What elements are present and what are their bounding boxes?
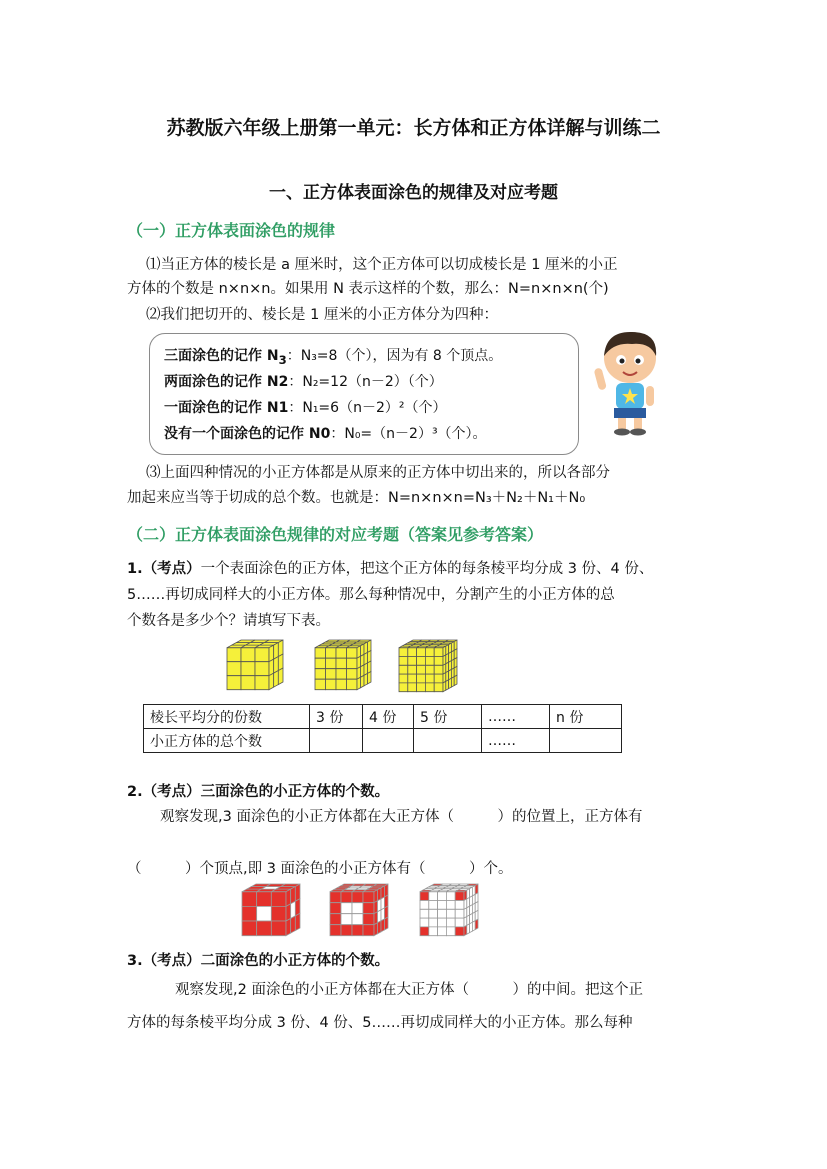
table-cell: …… <box>482 729 550 753</box>
question-1-line-1: 1.（考点）一个表面涂色的正方体，把这个正方体的每条棱平均分成 3 份、4 份、 <box>127 561 654 577</box>
table-cell[interactable] <box>310 729 363 753</box>
answer-table <box>143 704 622 753</box>
yellow-cubes-illustration <box>225 638 460 696</box>
bubble-line-1: 三面涂色的记作 $N_3$：N₃=8（个），因为有 8 个顶点。 <box>164 348 503 367</box>
table-cell[interactable] <box>550 729 622 753</box>
question-3-line-2: 方体的每条棱平均分成 3 份、4 份、5……再切成同样大的小正方体。那么每种 <box>127 1015 633 1031</box>
cartoon-boy-illustration <box>592 328 668 436</box>
question-1-line-2: 5……再切成同样大的小正方体。那么每种情况中，分割产生的小正方体的总 <box>127 587 615 603</box>
question-2-heading: 2.（考点）三面涂色的小正方体的个数。 <box>127 784 390 800</box>
table-cell: 3 份 <box>310 705 363 729</box>
question-2-line-2: （ ）个顶点,即 3 面涂色的小正方体有（ ）个。 <box>127 861 513 877</box>
paragraph-2: ⑵我们把切开的、棱长是 1 厘米的小正方体分为四种： <box>146 307 498 323</box>
bubble-line-3: 一面涂色的记作 N1：N₁=6（n－2）²（个） <box>164 400 447 416</box>
question-3-heading: 3.（考点）二面涂色的小正方体的个数。 <box>127 953 390 969</box>
table-cell: 4 份 <box>363 705 414 729</box>
table-cell: 小正方体的总个数 <box>144 729 310 753</box>
bubble-line-4: 没有一个面涂色的记作 N0：N₀=（n－2）³（个）。 <box>164 426 487 442</box>
table-cell: 棱长平均分的份数 <box>144 705 310 729</box>
table-cell: …… <box>482 705 550 729</box>
red-cubes-illustration <box>240 882 485 942</box>
paragraph-1b: 方体的个数是 n×n×n。如果用 N 表示这样的个数，那么：N=n×n×n(个) <box>127 281 609 297</box>
question-1-line-3: 个数各是多少个？请填写下表。 <box>127 613 330 629</box>
section-heading: 一、正方体表面涂色的规律及对应考题 <box>269 183 558 203</box>
paragraph-1a: ⑴当正方体的棱长是 a 厘米时，这个正方体可以切成棱长是 1 厘米的小正 <box>146 257 618 273</box>
question-3-line-1: 观察发现,2 面涂色的小正方体都在大正方体（ ）的中间。把这个正 <box>175 982 643 998</box>
table-cell: 5 份 <box>414 705 482 729</box>
paragraph-3b: 加起来应当等于切成的总个数。也就是：N=n×n×n=N₃＋N₂＋N₁＋N₀ <box>127 490 586 506</box>
subsection-heading-1: （一）正方体表面涂色的规律 <box>127 221 336 240</box>
table-cell[interactable] <box>363 729 414 753</box>
table-row <box>144 705 622 729</box>
paragraph-3a: ⑶上面四种情况的小正方体都是从原来的正方体中切出来的，所以各部分 <box>146 465 610 481</box>
table-row <box>144 729 622 753</box>
question-2-line-1: 观察发现,3 面涂色的小正方体都在大正方体（ ）的位置上，正方体有 <box>160 809 643 825</box>
page-title: 苏教版六年级上册第一单元：长方体和正方体详解与训练二 <box>166 117 661 139</box>
bubble-line-2: 两面涂色的记作 N2：N₂=12（n－2）（个） <box>164 374 443 390</box>
table-cell[interactable] <box>414 729 482 753</box>
subsection-heading-2: （二）正方体表面涂色规律的对应考题（答案见参考答案） <box>127 525 544 544</box>
table-cell: n 份 <box>550 705 622 729</box>
